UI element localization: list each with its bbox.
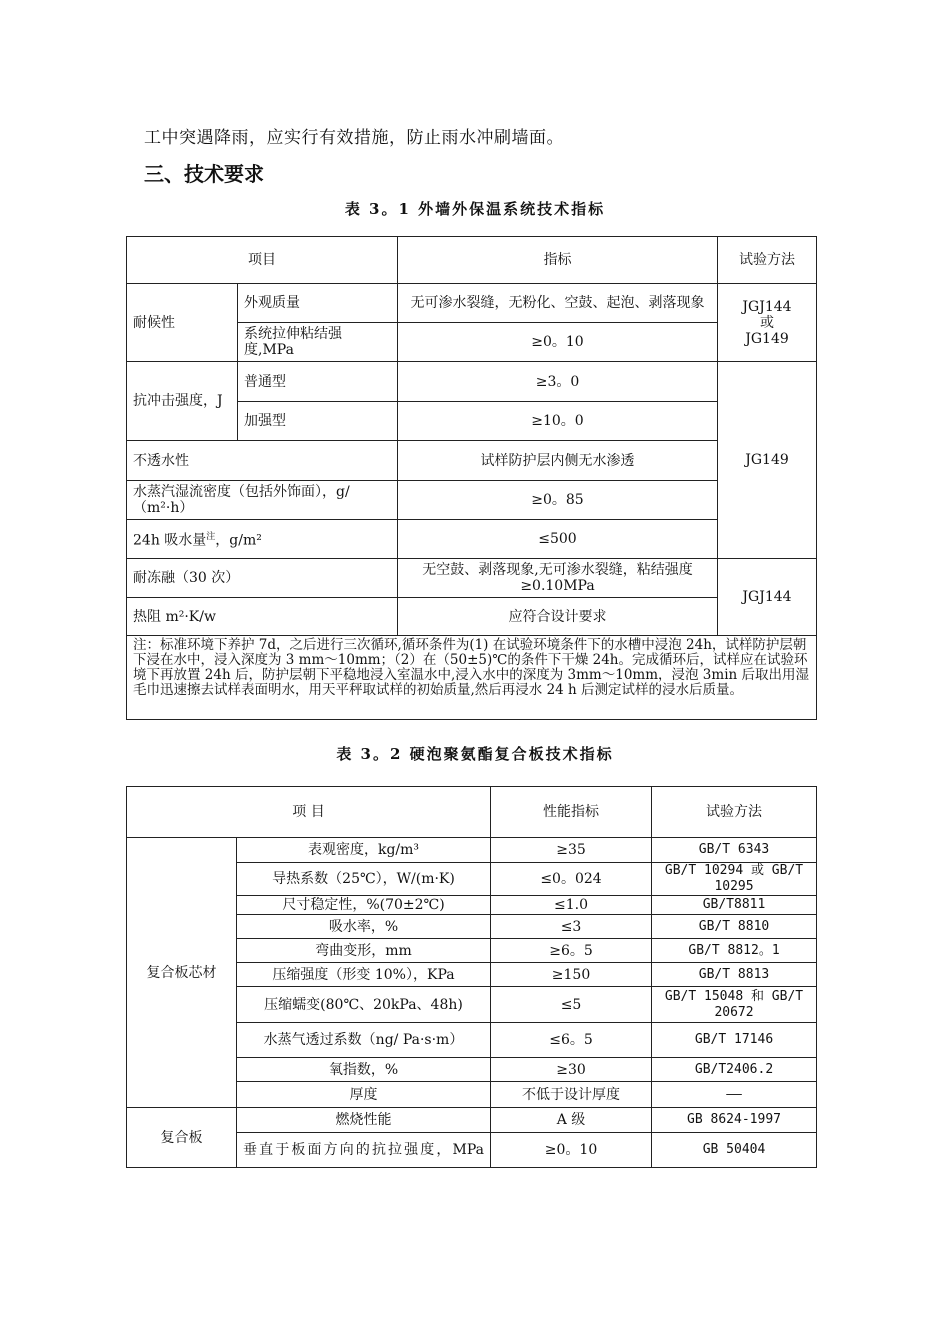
- row-water-absorption-index: ≤500: [398, 520, 718, 559]
- table-row-item: 压缩强度（形变 10%），KPa: [237, 963, 491, 987]
- table-row-index: A 级: [491, 1108, 652, 1133]
- table-row-method: GB 50404: [652, 1133, 817, 1168]
- row-freeze-thaw-index: 无空鼓、剥落现象,无可渗水裂缝，粘结强度≥0.10MPa: [398, 559, 718, 598]
- method-jg149: JG149: [718, 362, 817, 559]
- row-impermeability-index: 试样防护层内侧无水渗透: [398, 441, 718, 481]
- table-row-index: ≤3: [491, 915, 652, 939]
- table-row-method: ——: [652, 1082, 817, 1108]
- method-line: JGJ144: [742, 298, 792, 315]
- row-freeze-thaw-item: 耐冻融（30 次）: [127, 559, 398, 598]
- table-row-index: ≥150: [491, 963, 652, 987]
- table-row-method: GB 8624-1997: [652, 1108, 817, 1133]
- table-row-item: 表观密度，kg/m³: [237, 838, 491, 863]
- table-row-item: 尺寸稳定性，%(70±2℃): [237, 896, 491, 915]
- table-row-index: ≤1.0: [491, 896, 652, 915]
- table-row-index: ≥30: [491, 1058, 652, 1082]
- intro-paragraph: 工中突遇降雨，应实行有效措施，防止雨水冲刷墙面。: [144, 128, 564, 148]
- table-row-method: GB/T 8812。1: [652, 939, 817, 963]
- table-row-method: GB/T 10294 或 GB/T 10295: [652, 863, 817, 896]
- table1-caption: 表 3。1 外墙外保温系统技术指标: [344, 200, 606, 218]
- table-row-method: GB/T8811: [652, 896, 817, 915]
- method-line: 或: [760, 314, 774, 331]
- section-heading: 三、技术要求: [144, 162, 264, 186]
- row-vapor-flux-item: 水蒸汽湿流密度（包括外饰面），g/（m²·h）: [127, 481, 398, 520]
- table-row-item: 燃烧性能: [237, 1108, 491, 1133]
- group-weather-resistance: 耐候性: [127, 284, 238, 362]
- table-row-method: GB/T2406.2: [652, 1058, 817, 1082]
- table-row-item: 氧指数，%: [237, 1058, 491, 1082]
- row-appearance-index: 无可渗水裂缝，无粉化、空鼓、起泡、剥落现象: [398, 284, 718, 323]
- table-row-index: ≤0。024: [491, 863, 652, 896]
- row-vapor-flux-index: ≥0。85: [398, 481, 718, 520]
- row-water-absorption-item: [127, 520, 398, 559]
- row-reinforced-type-index: ≥10。0: [398, 402, 718, 441]
- table1-note: 注：标准环境下养护 7d，之后进行三次循环,循环条件为(1) 在试验环境条件下的水槽中浸泡 24h，试样防护层朝下浸在水中，浸入深度为 3 mm～10mm；（2）在（50±5)℃的条件下干燥 24h。完成循环后，试样应在试验环境下再放置 24h 后，防护层朝下平稳地浸入室温水中,浸入水中的深度为 3mm～10mm，浸泡 3min 后取出用湿毛巾迅速擦去试样表面明水，用天平秤取试样的初始质量,然后再浸水 24 h 后测定试样的浸水后质量。: [127, 636, 817, 720]
- table-row-item: 水蒸气透过系数（ng/ Pa·s·m）: [237, 1023, 491, 1058]
- table2-caption: 表 3。2 硬泡聚氨酯复合板技术指标: [336, 745, 614, 763]
- row-normal-type-item: 普通型: [238, 362, 398, 402]
- note-marker: 注: [206, 532, 216, 543]
- table-row-index: ≥6。5: [491, 939, 652, 963]
- table-row-index: ≤6。5: [491, 1023, 652, 1058]
- method-jgj144: JGJ144: [718, 559, 817, 636]
- table1: [126, 236, 817, 720]
- table-row-item: 弯曲变形，mm: [237, 939, 491, 963]
- table-row-item: 厚度: [237, 1082, 491, 1108]
- row-thermal-resistance-item: 热阻 m²·K/w: [127, 598, 398, 636]
- water-absorption-unit: ，g/m²: [215, 532, 262, 549]
- row-bond-strength-index: ≥0。10: [398, 323, 718, 362]
- table-row-index: ≥35: [491, 838, 652, 863]
- method-jgj144-jg149: [718, 284, 817, 362]
- row-bond-strength-item: 系统拉伸粘结强度,MPa: [238, 323, 398, 362]
- table-row-item: 垂直于板面方向的抗拉强度，MPa: [237, 1133, 491, 1168]
- table-row-index: ≤5: [491, 987, 652, 1023]
- table-row-method: GB/T 8810: [652, 915, 817, 939]
- group-core-material: 复合板芯材: [127, 838, 237, 1108]
- table2-header-method: 试验方法: [652, 787, 817, 838]
- table1-header-item: 项目: [127, 237, 398, 284]
- table-row-method: GB/T 8813: [652, 963, 817, 987]
- table-row-method: GB/T 6343: [652, 838, 817, 863]
- table2-header-index: 性能指标: [491, 787, 652, 838]
- row-normal-type-index: ≥3。0: [398, 362, 718, 402]
- table-row-item: 导热系数（25℃），W/(m·K): [237, 863, 491, 896]
- table1-header-method: 试验方法: [718, 237, 817, 284]
- group-impact-resistance: 抗冲击强度，J: [127, 362, 238, 441]
- table2: [126, 786, 817, 1168]
- row-impermeability-item: 不透水性: [127, 441, 398, 481]
- table-row-index: 不低于设计厚度: [491, 1082, 652, 1108]
- table1-header-index: 指标: [398, 237, 718, 284]
- group-composite-board: 复合板: [127, 1108, 237, 1168]
- table-row-method: GB/T 15048 和 GB/T 20672: [652, 987, 817, 1023]
- row-reinforced-type-item: 加强型: [238, 402, 398, 441]
- row-thermal-resistance-index: 应符合设计要求: [398, 598, 718, 636]
- table-row-item: 压缩蠕变(80℃、20kPa、48h): [237, 987, 491, 1023]
- method-line: JG149: [745, 330, 789, 347]
- table-row-item: 吸水率，%: [237, 915, 491, 939]
- row-appearance-item: 外观质量: [238, 284, 398, 323]
- water-absorption-label: 24h 吸水量: [133, 532, 207, 549]
- table-row-index: ≥0。10: [491, 1133, 652, 1168]
- table-row-method: GB/T 17146: [652, 1023, 817, 1058]
- table2-header-item: 项 目: [127, 787, 491, 838]
